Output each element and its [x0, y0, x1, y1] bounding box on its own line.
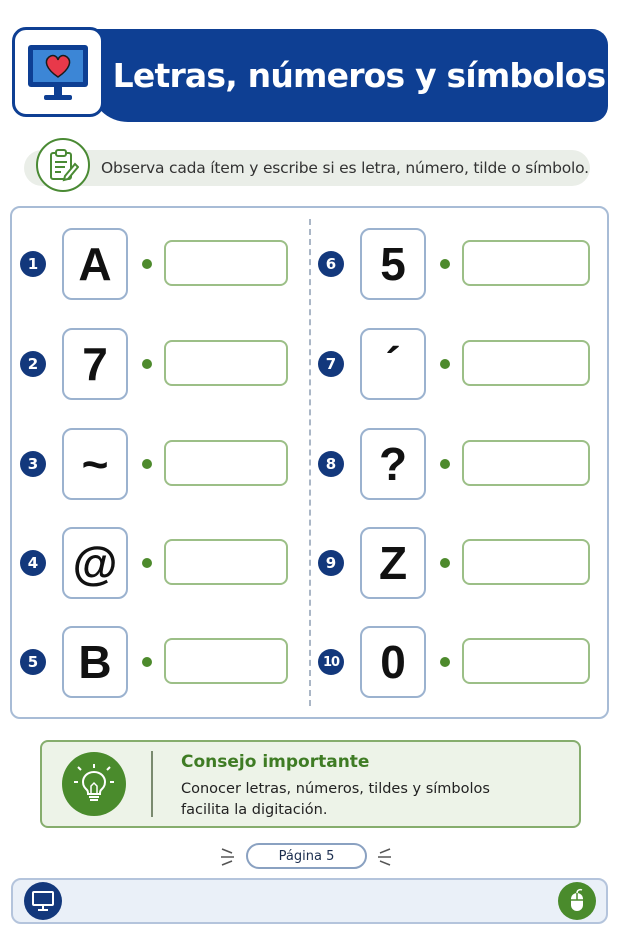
- instruction-text: Observa cada ítem y escribe si es letra, número, tilde o símbolo.: [101, 159, 589, 177]
- item-6: [318, 228, 594, 302]
- item-1: [20, 228, 290, 302]
- monitor-heart-icon: [12, 27, 104, 117]
- item-number: 6: [318, 251, 344, 277]
- item-9: [318, 527, 594, 601]
- clipboard-pencil-icon: [36, 138, 90, 192]
- item-character: Z: [360, 527, 426, 599]
- bullet-dot: [440, 558, 450, 568]
- answer-field[interactable]: [462, 240, 590, 286]
- item-character: B: [62, 626, 128, 698]
- item-number: 1: [20, 251, 46, 277]
- bullet-dot: [440, 657, 450, 667]
- answer-field[interactable]: [462, 539, 590, 585]
- bullet-dot: [440, 259, 450, 269]
- item-character: ~: [62, 428, 128, 500]
- answer-field[interactable]: [164, 440, 288, 486]
- decorative-spark-left-icon: [218, 845, 240, 869]
- tip-title: Consejo importante: [181, 752, 370, 772]
- item-8: [318, 428, 594, 502]
- item-2: [20, 328, 290, 402]
- bullet-dot: [142, 359, 152, 369]
- monitor-icon: [24, 882, 62, 920]
- answer-field[interactable]: [164, 240, 288, 286]
- item-number: 4: [20, 550, 46, 576]
- bullet-dot: [142, 459, 152, 469]
- answer-field[interactable]: [462, 638, 590, 684]
- item-character: 0: [360, 626, 426, 698]
- answer-field[interactable]: [164, 340, 288, 386]
- lightbulb-icon: [62, 752, 126, 816]
- item-3: [20, 428, 290, 502]
- bullet-dot: [142, 558, 152, 568]
- item-number: 3: [20, 451, 46, 477]
- item-character: ´: [360, 328, 426, 400]
- footer-bar: [11, 878, 608, 924]
- title-banner: [90, 29, 608, 122]
- column-divider: [309, 219, 311, 706]
- answer-field[interactable]: [164, 539, 288, 585]
- item-character: A: [62, 228, 128, 300]
- answer-field[interactable]: [462, 340, 590, 386]
- item-10: [318, 626, 594, 700]
- item-4: [20, 527, 290, 601]
- item-character: ?: [360, 428, 426, 500]
- answer-field[interactable]: [164, 638, 288, 684]
- item-number: 9: [318, 550, 344, 576]
- header: [12, 27, 608, 124]
- bullet-dot: [440, 359, 450, 369]
- bullet-dot: [142, 259, 152, 269]
- answer-field[interactable]: [462, 440, 590, 486]
- item-number: 10: [318, 649, 344, 675]
- item-number: 2: [20, 351, 46, 377]
- page-title: Letras, números y símbolos: [112, 56, 606, 95]
- item-5: [20, 626, 290, 700]
- item-character: @: [62, 527, 128, 599]
- page-number: Página 5: [246, 843, 367, 869]
- tip-separator: [151, 751, 153, 817]
- decorative-spark-right-icon: [372, 845, 394, 869]
- item-number: 5: [20, 649, 46, 675]
- item-character: 7: [62, 328, 128, 400]
- item-number: 8: [318, 451, 344, 477]
- bullet-dot: [142, 657, 152, 667]
- mouse-icon: [558, 882, 596, 920]
- item-character: 5: [360, 228, 426, 300]
- bullet-dot: [440, 459, 450, 469]
- item-7: [318, 328, 594, 402]
- item-number: 7: [318, 351, 344, 377]
- tip-text: Conocer letras, números, tildes y símbolos facilita la digitación.: [181, 781, 490, 818]
